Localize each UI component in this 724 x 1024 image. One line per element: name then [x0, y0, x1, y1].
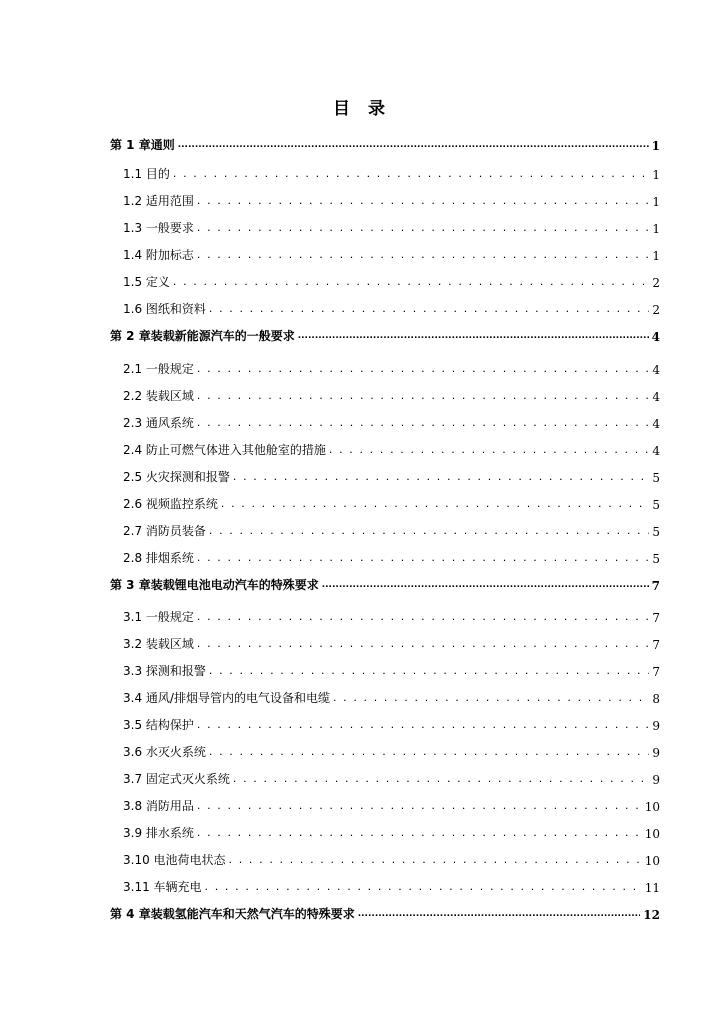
toc-page-number: 12 — [643, 908, 660, 922]
toc-page-number: 7 — [652, 611, 660, 625]
dot-leader — [197, 799, 642, 811]
toc-section-2-2[interactable] — [123, 386, 660, 404]
toc-entry-label: 3.11 车辆充电 — [123, 880, 202, 894]
toc-section-1-3[interactable] — [123, 218, 660, 236]
toc-section-3-3[interactable] — [123, 661, 660, 679]
dot-leader — [298, 328, 649, 341]
toc-section-3-6[interactable] — [123, 742, 660, 760]
dot-leader — [197, 389, 649, 401]
toc-page-number: 5 — [652, 498, 660, 512]
toc-section-2-3[interactable] — [123, 413, 660, 431]
toc-entry-label: 3.2 装载区域 — [123, 637, 194, 651]
dot-leader — [197, 637, 649, 649]
dot-leader — [209, 664, 649, 676]
dot-leader — [178, 137, 649, 150]
toc-chapter-2[interactable] — [110, 326, 660, 344]
dot-leader — [221, 497, 649, 509]
toc-page-number: 10 — [644, 854, 660, 868]
dot-leader — [197, 610, 649, 622]
toc-page-number: 7 — [651, 579, 660, 593]
toc-entry-label: 2.7 消防员装备 — [123, 524, 206, 538]
toc-page-number: 1 — [651, 139, 660, 153]
toc-page-number: 1 — [652, 195, 660, 209]
toc-entry-label: 2.3 通风系统 — [123, 416, 194, 430]
toc-entry-label: 2.6 视频监控系统 — [123, 497, 218, 511]
toc-section-3-10[interactable] — [123, 850, 660, 868]
dot-leader — [173, 167, 649, 179]
toc-entry-label: 1.2 适用范围 — [123, 194, 194, 208]
toc-page-number: 4 — [652, 363, 660, 377]
toc-entry-label: 2.4 防止可燃气体进入其他舱室的措施 — [123, 443, 326, 457]
toc-section-3-11[interactable] — [123, 877, 660, 895]
toc-page-number: 5 — [652, 552, 660, 566]
toc-entry-label: 3.1 一般规定 — [123, 610, 194, 624]
toc-entry-label: 2.2 装载区域 — [123, 389, 194, 403]
toc-section-1-6[interactable] — [123, 299, 660, 317]
toc-section-3-9[interactable] — [123, 823, 660, 841]
dot-leader — [209, 745, 649, 757]
toc-section-2-1[interactable] — [123, 359, 660, 377]
toc-entry-label: 2.5 火灾探测和报警 — [123, 470, 230, 484]
dot-leader — [209, 524, 649, 536]
toc-page-number: 2 — [652, 276, 660, 290]
toc-section-2-6[interactable] — [123, 494, 660, 512]
dot-leader — [197, 826, 642, 838]
toc-page-number: 9 — [652, 773, 660, 787]
page-title: 目 录 — [333, 99, 391, 119]
toc-section-3-5[interactable] — [123, 715, 660, 733]
toc-entry-label: 3.7 固定式灭火系统 — [123, 772, 230, 786]
toc-entry-label: 第 1 章通则 — [110, 138, 175, 152]
toc-entry-label: 3.10 电池荷电状态 — [123, 853, 226, 867]
toc-section-1-5[interactable] — [123, 272, 660, 290]
toc-page-number: 4 — [652, 444, 660, 458]
toc-page-number: 8 — [652, 692, 660, 706]
toc-entry-label: 3.5 结构保护 — [123, 718, 194, 732]
dot-leader — [197, 248, 649, 260]
toc-entry-label: 第 4 章装载氢能汽车和天然气汽车的特殊要求 — [110, 907, 355, 921]
toc-page-number: 9 — [652, 719, 660, 733]
toc-entry-label: 3.3 探测和报警 — [123, 664, 206, 678]
dot-leader — [209, 302, 649, 314]
dot-leader — [197, 416, 649, 428]
toc-page-number: 4 — [651, 330, 660, 344]
dot-leader — [229, 853, 642, 865]
toc-entry-label: 1.4 附加标志 — [123, 248, 194, 262]
toc-page-number: 1 — [652, 249, 660, 263]
dot-leader — [197, 194, 649, 206]
toc-page-number: 7 — [652, 638, 660, 652]
toc-page-number: 4 — [652, 417, 660, 431]
dot-leader — [205, 880, 642, 892]
toc-page-number: 5 — [652, 525, 660, 539]
toc-section-3-2[interactable] — [123, 634, 660, 652]
toc-entry-label: 3.6 水灭火系统 — [123, 745, 206, 759]
toc-section-2-7[interactable] — [123, 521, 660, 539]
dot-leader — [358, 906, 641, 919]
dot-leader — [329, 443, 649, 455]
toc-page-number: 7 — [652, 665, 660, 679]
toc-entry-label: 3.9 排水系统 — [123, 826, 194, 840]
dot-leader — [233, 470, 649, 482]
toc-section-1-2[interactable] — [123, 191, 660, 209]
toc-entry-label: 第 3 章装载锂电池电动汽车的特殊要求 — [110, 578, 319, 592]
toc-entry-label: 第 2 章装载新能源汽车的一般要求 — [110, 329, 295, 343]
toc-section-3-8[interactable] — [123, 796, 660, 814]
dot-leader — [197, 362, 649, 374]
toc-entry-label: 1.3 一般要求 — [123, 221, 194, 235]
toc-entry-label: 1.5 定义 — [123, 275, 170, 289]
toc-section-2-5[interactable] — [123, 467, 660, 485]
toc-page-number: 4 — [652, 390, 660, 404]
toc-page-number: 1 — [652, 222, 660, 236]
toc-entry-label: 3.4 通风/排烟导管内的电气设备和电缆 — [123, 691, 330, 705]
toc-section-2-4[interactable] — [123, 440, 660, 458]
toc-page-number: 1 — [652, 168, 660, 182]
toc-entry-label: 1.1 目的 — [123, 167, 170, 181]
dot-leader — [197, 221, 649, 233]
toc-page-number: 11 — [644, 881, 660, 895]
toc-page-number: 5 — [652, 471, 660, 485]
toc-section-1-4[interactable] — [123, 245, 660, 263]
toc-section-3-1[interactable] — [123, 607, 660, 625]
toc-section-3-7[interactable] — [123, 769, 660, 787]
toc-section-1-1[interactable] — [123, 164, 660, 182]
toc-entry-label: 3.8 消防用品 — [123, 799, 194, 813]
dot-leader — [173, 275, 649, 287]
toc-entry-label: 2.1 一般规定 — [123, 362, 194, 376]
toc-page-number: 10 — [644, 827, 660, 841]
dot-leader — [333, 691, 649, 703]
toc-entry-label: 2.8 排烟系统 — [123, 551, 194, 565]
toc-chapter-4[interactable] — [110, 904, 660, 922]
dot-leader — [233, 772, 649, 784]
dot-leader — [322, 577, 649, 590]
toc-chapter-1[interactable] — [110, 135, 660, 153]
toc-page-number: 9 — [652, 746, 660, 760]
toc-entry-label: 1.6 图纸和资料 — [123, 302, 206, 316]
toc-section-2-8[interactable] — [123, 548, 660, 566]
toc-page-number: 2 — [652, 303, 660, 317]
toc-chapter-3[interactable] — [110, 575, 660, 593]
toc-section-3-4[interactable] — [123, 688, 660, 706]
dot-leader — [197, 551, 649, 563]
dot-leader — [197, 718, 649, 730]
toc-page-number: 10 — [644, 800, 660, 814]
